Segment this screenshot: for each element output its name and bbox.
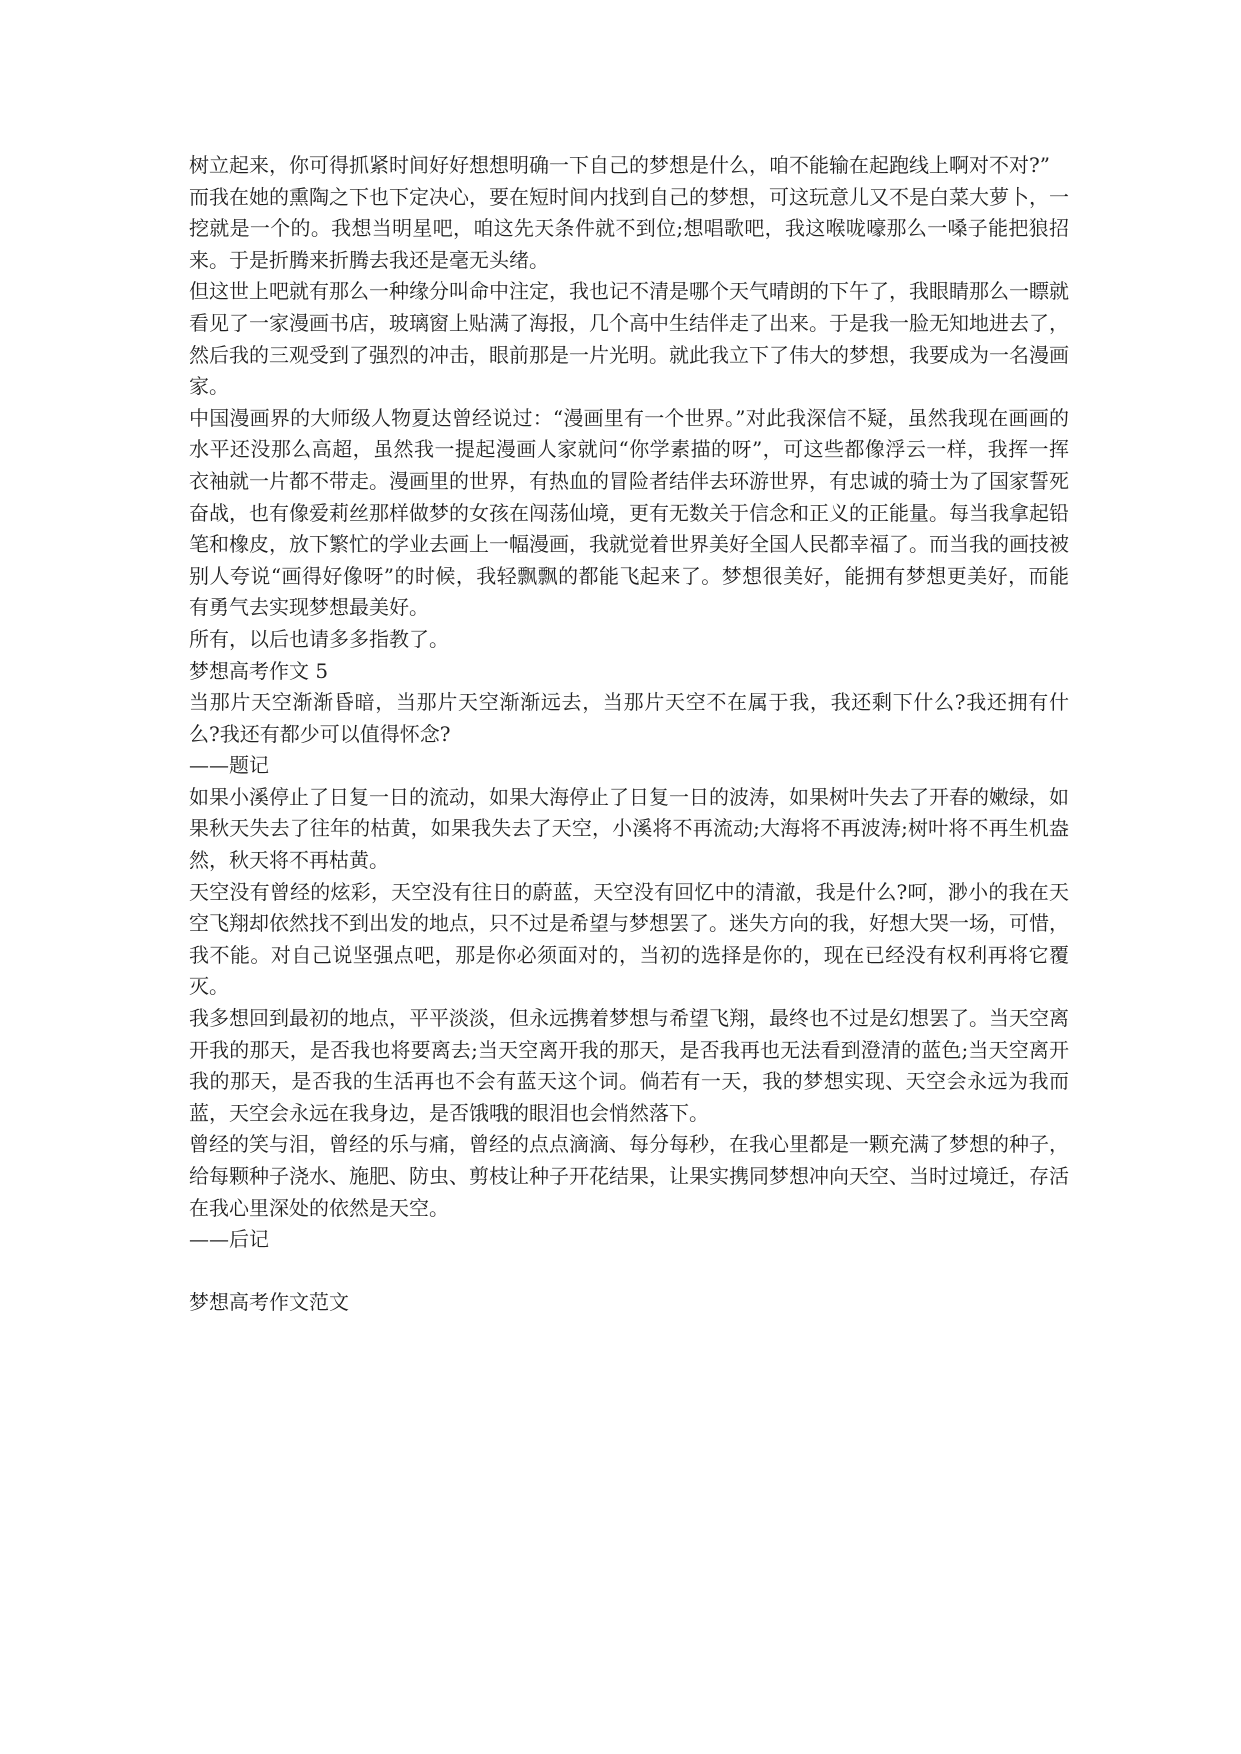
paragraph: 而我在她的熏陶之下也下定决心，要在短时间内找到自己的梦想，可这玩意儿又不是白菜大萝卜，一挖就是一个的。我想当明星吧，咱这先天条件就不到位;想唱歌吧，我这喉咙嚎那么一嗓子能把狼招来。于是折腾来折腾去我还是毫无头绪。 — [189, 184, 1069, 272]
paragraph: 但这世上吧就有那么一种缘分叫命中注定，我也记不清是哪个天气晴朗的下午了，我眼睛那么一瞟就看见了一家漫画书店，玻璃窗上贴满了海报，几个高中生结伴走了出来。于是我一脸无知地进去了，然后我的三观受到了强烈的冲击，眼前那是一片光明。就此我立下了伟大的梦想，我要成为一名漫画家。 — [189, 279, 1069, 399]
paragraph: 树立起来，你可得抓紧时间好好想想明确一下自己的梦想是什么，咱不能输在起跑线上啊对不对?” — [189, 153, 1050, 177]
postscript-label: ——后记 — [189, 1227, 269, 1252]
document-body — [189, 150, 1069, 1319]
paragraph: 当那片天空渐渐昏暗，当那片天空渐渐远去，当那片天空不在属于我，我还剩下什么?我还拥有什么?我还有都少可以值得怀念? — [189, 690, 1069, 746]
paragraph: 我多想回到最初的地点，平平淡淡，但永远携着梦想与希望飞翔，最终也不过是幻想罢了。当天空离开我的那天，是否我也将要离去;当天空离开我的那天，是否我再也无法看到澄清的蓝色;当天空离开我的那天，是否我的生活再也不会有蓝天这个词。倘若有一天，我的梦想实现、天空会永远为我而蓝，天空会永远在我身边，是否饿哦的眼泪也会悄然落下。 — [189, 1006, 1069, 1125]
paragraph: 中国漫画界的大师级人物夏达曾经说过：“漫画里有一个世界。”对此我深信不疑，虽然我现在画画的水平还没那么高超，虽然我一提起漫画人家就问“你学素描的呀”，可这些都像浮云一样，我挥一挥衣袖就一片都不带走。漫画里的世界，有热血的冒险者结伴去环游世界，有忠诚的骑士为了国家誓死奋战，也有像爱莉丝那样做梦的女孩在闯荡仙境，更有无数关于信念和正义的正能量。每当我拿起铅笔和橡皮，放下繁忙的学业去画上一幅漫画，我就觉着世界美好全国人民都幸福了。而当我的画技被别人夸说“画得好像呀”的时候，我轻飘飘的都能飞起来了。梦想很美好，能拥有梦想更美好，而能有勇气去实现梦想最美好。 — [189, 405, 1069, 620]
paragraph: 如果小溪停止了日复一日的流动，如果大海停止了日复一日的波涛，如果树叶失去了开春的嫩绿，如果秋天失去了往年的枯黄，如果我失去了天空，小溪将不再流动;大海将不再波涛;树叶将不再生机盎然，秋天将不再枯黄。 — [189, 784, 1069, 873]
paragraph: 所有，以后也请多多指教了。 — [189, 626, 449, 651]
blank-line — [189, 1256, 1069, 1288]
footer-title: 梦想高考作文范文 — [189, 1290, 349, 1315]
paragraph: 曾经的笑与泪，曾经的乐与痛，曾经的点点滴滴、每分每秒，在我心里都是一颗充满了梦想的种子，给每颗种子浇水、施肥、防虫、剪枝让种子开花结果，让果实携同梦想冲向天空、当时过境迁，存活在我心里深处的依然是天空。 — [189, 1132, 1069, 1220]
paragraph: 天空没有曾经的炫彩，天空没有往日的蔚蓝，天空没有回忆中的清澈，我是什么?呵，渺小的我在天空飞翔却依然找不到出发的地点，只不过是希望与梦想罢了。迷失方向的我，好想大哭一场，可惜，我不能。对自己说坚强点吧，那是你必须面对的，当初的选择是你的，现在已经没有权利再将它覆灭。 — [189, 879, 1069, 999]
section-heading: 梦想高考作文 5 — [189, 658, 329, 683]
epigraph-label: ——题记 — [189, 753, 269, 778]
